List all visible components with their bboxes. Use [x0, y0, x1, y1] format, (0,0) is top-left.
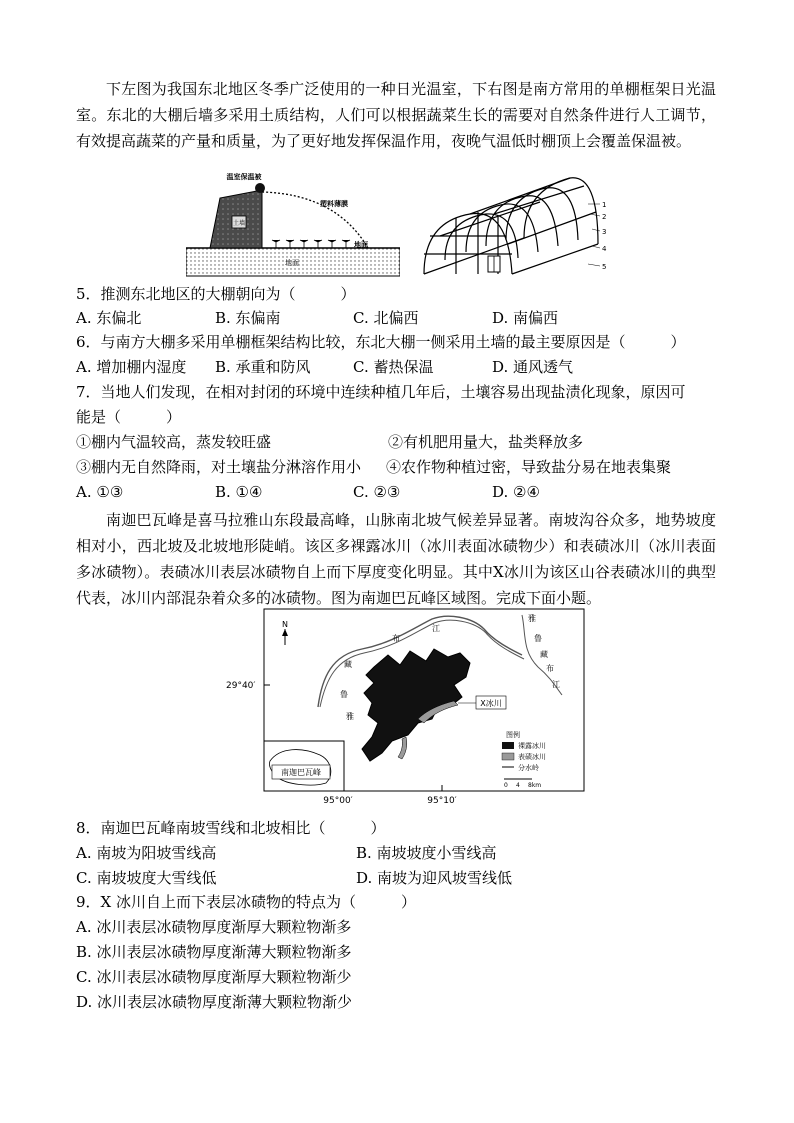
q9-option-d[interactable]: D. 冰川表层冰碛物厚度渐薄大颗粒物渐少: [76, 993, 353, 1011]
latitude-label: 29°40′: [226, 681, 256, 691]
seedlings: [272, 240, 350, 248]
q7-item-2: ②有机肥用量大，盐类释放多: [388, 433, 584, 451]
plastic-film-arc: [262, 192, 368, 248]
plastic-film-label: 塑料薄膜: [320, 200, 348, 208]
wall-label: 土墙: [232, 220, 246, 227]
scale-label-0: 0: [504, 782, 508, 789]
river-right-char-2: 鲁: [534, 634, 542, 643]
ground-label-right: 地面: [354, 241, 368, 249]
q6-option-d[interactable]: D. 通风透气: [492, 358, 574, 376]
ground-label-bottom: 地面: [285, 259, 299, 267]
river-a-char-1: 布: [392, 634, 400, 643]
river-right-char-3: 藏: [540, 650, 548, 659]
river-left-char-1: 藏: [344, 660, 352, 669]
insulation-quilt-label: 温室保温被: [226, 173, 262, 181]
legend-debris-glacier-label: 表碛冰川: [518, 753, 546, 761]
part-number-1: 1: [602, 201, 607, 209]
q6-option-c[interactable]: C. 蓄热保温: [353, 358, 434, 376]
inset-peak-label: 南迦巴瓦峰: [281, 768, 321, 777]
north-label: N: [282, 620, 288, 629]
q8-option-a[interactable]: A. 南坡为阳坡雪线高: [76, 844, 217, 862]
q9-option-c[interactable]: C. 冰川表层冰碛物厚度渐厚大颗粒物渐少: [76, 968, 352, 986]
southern-frame-greenhouse-figure: [420, 174, 614, 278]
scale-label-4: 4: [516, 782, 520, 789]
legend-bare-glacier-label: 裸露冰川: [518, 742, 546, 750]
part-number-3: 3: [602, 228, 607, 236]
intro-paragraph-namcha-barwa: 南迦巴瓦峰是喜马拉雅山东段最高峰，山脉南北坡气候差异显著。南坡沟谷众多，地势坡度相对小，西北坡及北坡地形陡峭。该区多裸露冰川（冰川表面冰碛物少）和表碛冰川（冰川表面多冰碛物）。表碛冰川表层冰碛物自上而下厚度变化明显。其中X冰川为该区山谷表碛冰川的典型代表，冰川内部混杂着众多的冰碛物。图为南迦巴瓦峰区域图。完成下面小题。: [76, 511, 716, 607]
legend-debris-glacier-swatch: [502, 753, 514, 760]
part-number-4: 4: [602, 245, 607, 253]
q7-item-3: ③棚内无自然降雨，对土壤盐分淋溶作用小: [76, 458, 362, 476]
q5-option-c[interactable]: C. 北偏西: [353, 309, 419, 327]
river-lower-char-2: 雅: [346, 712, 354, 721]
river-a-char-2: 江: [432, 624, 440, 633]
namcha-barwa-map: [222, 607, 586, 807]
longitude-label-95-10: 95°10′: [427, 796, 457, 806]
q5-option-d[interactable]: D. 南偏西: [492, 309, 559, 327]
q7-option-a[interactable]: A. ①③: [76, 483, 124, 501]
q7-option-d[interactable]: D. ②④: [492, 483, 540, 501]
river-right-char-5: 江: [552, 680, 560, 689]
q8-option-c[interactable]: C. 南坡坡度大雪线低: [76, 869, 217, 887]
longitude-label-95-00: 95°00′: [323, 796, 353, 806]
legend-title: 图例: [506, 731, 520, 739]
q8-option-b[interactable]: B. 南坡坡度小雪线高: [356, 844, 497, 862]
question-7-stem-line2: 能是（ ）: [76, 408, 182, 426]
legend-divide-label: 分水岭: [518, 764, 539, 772]
q6-option-b[interactable]: B. 承重和防风: [215, 358, 311, 376]
question-6-stem: 6．与南方大棚多采用单棚框架结构比较，东北大棚一侧采用土墙的最主要原因是（ ）: [76, 333, 686, 351]
question-9-stem: 9．X 冰川自上而下表层冰碛物的特点为（ ）: [76, 893, 416, 911]
q5-option-b[interactable]: B. 东偏南: [215, 309, 281, 327]
q5-option-a[interactable]: A. 东偏北: [76, 309, 142, 327]
q7-item-4: ④农作物种植过密，导致盐分易在地表集聚: [386, 458, 672, 476]
q6-option-a[interactable]: A. 增加棚内湿度: [76, 358, 187, 376]
q8-option-d[interactable]: D. 南坡为迎风坡雪线低: [356, 869, 513, 887]
question-8-stem: 8．南迦巴瓦峰南坡雪线和北坡相比（ ）: [76, 819, 386, 837]
q7-option-c[interactable]: C. ②③: [353, 483, 401, 501]
northeast-greenhouse-figure: [186, 172, 400, 278]
intro-paragraph-greenhouse: 下左图为我国东北地区冬季广泛使用的一种日光温室，下右图是南方常用的单棚框架日光温室。东北的大棚后墙多采用土质结构，人们可以根据蔬菜生长的需要对自然条件进行人工调节，有效提高蔬菜的产量和质量，为了更好地发挥保温作用，夜晚气温低时棚顶上会覆盖保温被。: [76, 80, 716, 150]
q7-item-1: ①棚内气温较高，蒸发较旺盛: [76, 433, 272, 451]
q9-option-a[interactable]: A. 冰川表层冰碛物厚度渐厚大颗粒物渐多: [76, 918, 352, 936]
river-lower-char-1: 鲁: [340, 690, 348, 699]
x-glacier-label: X冰川: [480, 699, 502, 708]
river-right-char-4: 布: [546, 664, 554, 673]
part-number-2: 2: [602, 213, 607, 221]
legend-bare-glacier-swatch: [502, 742, 514, 749]
scale-label-8km: 8km: [528, 782, 542, 789]
q7-option-b[interactable]: B. ①④: [215, 483, 263, 501]
river-right-char-1: 雅: [528, 614, 536, 623]
question-7-stem-line1: 7．当地人们发现，在相对封闭的环境中连续种植几年后，土壤容易出现盐渍化现象，原因可: [76, 383, 686, 401]
q9-option-b[interactable]: B. 冰川表层冰碛物厚度渐薄大颗粒物渐多: [76, 943, 352, 961]
question-5-stem: 5．推测东北地区的大棚朝向为（ ）: [76, 285, 356, 303]
part-number-5: 5: [602, 263, 607, 271]
